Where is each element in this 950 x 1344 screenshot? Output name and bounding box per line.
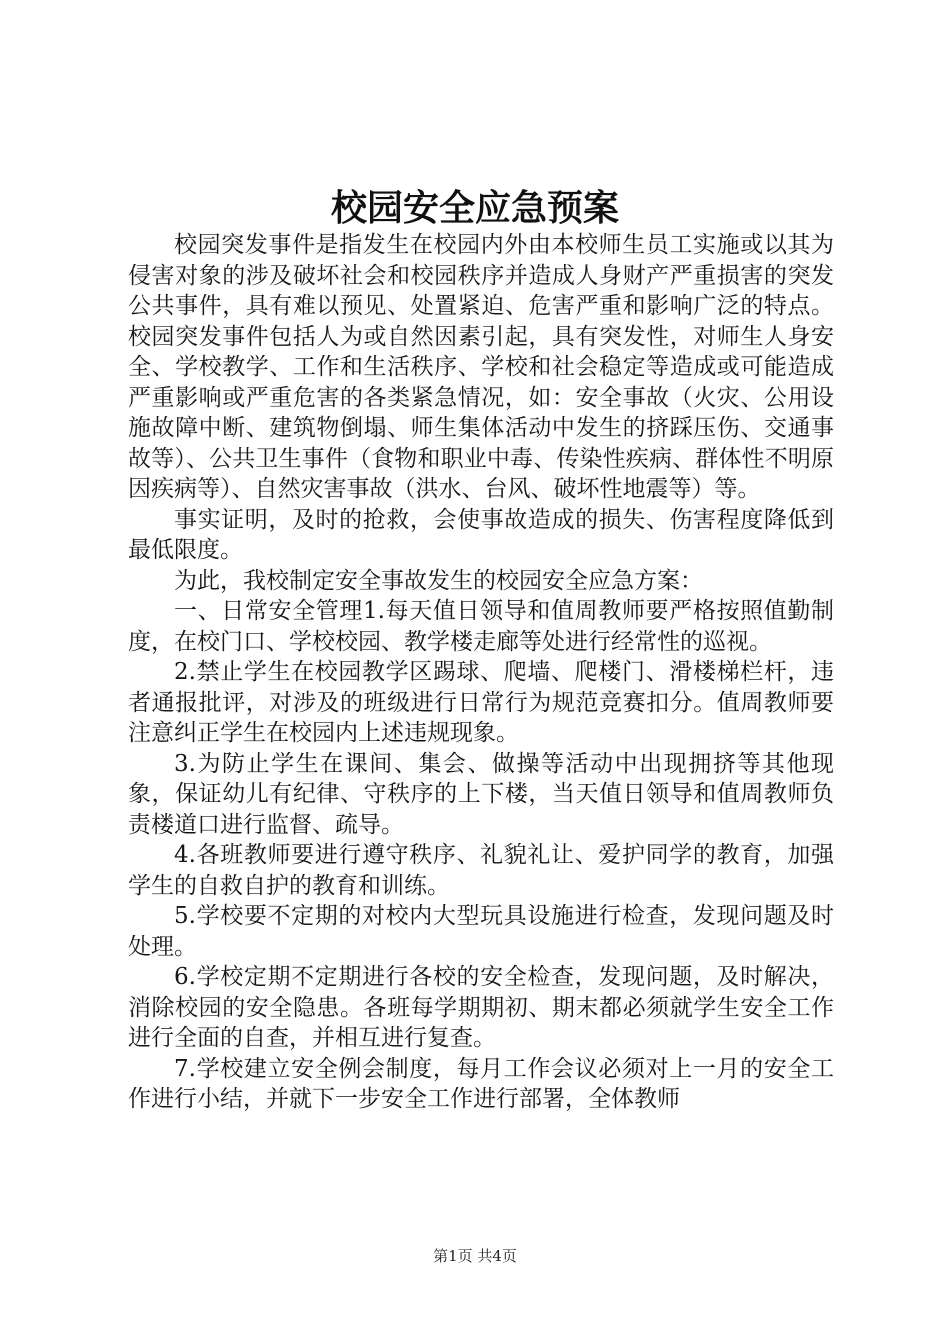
paragraph-item-7: 7.学校建立安全例会制度，每月工作会议必须对上一月的安全工作进行小结，并就下一步安全工作进行部署，全体教师	[128, 1055, 834, 1112]
paragraph-plan-intro: 为此，我校制定安全事故发生的校园安全应急方案：	[174, 567, 703, 594]
paragraph-item-1: 一、日常安全管理1.每天值日领导和值周教师要严格按照值勤制度，在校门口、学校校园、教学楼走廊等处进行经常性的巡视。	[128, 598, 834, 655]
paragraph-rescue: 事实证明，及时的抢救，会使事故造成的损失、伤害程度降低到最低限度。	[128, 506, 834, 563]
paragraph-item-4: 4.各班教师要进行遵守秩序、礼貌礼让、爱护同学的教育，加强学生的自救自护的教育和训练。	[128, 842, 834, 899]
paragraph-item-5: 5.学校要不定期的对校内大型玩具设施进行检查，发现问题及时处理。	[128, 903, 834, 960]
paragraph-item-2: 2.禁止学生在校园教学区踢球、爬墙、爬楼门、滑楼梯栏杆，违者通报批评，对涉及的班级进行日常行为规范竞赛扣分。值周教师要注意纠正学生在校园内上述违规现象。	[128, 659, 834, 746]
page-number-footer: 第1页 共4页	[433, 1247, 517, 1265]
paragraph-intro: 校园突发事件是指发生在校园内外由本校师生员工实施或以其为侵害对象的涉及破坏社会和校园秩序并造成人身财产严重损害的突发公共事件，具有难以预见、处置紧迫、危害严重和影响广泛的特点。校园突发事件包括人为或自然因素引起，具有突发性，对师生人身安全、学校教学、工作和生活秩序、学校和社会稳定等造成或可能造成严重影响或严重危害的各类紧急情况，如：安全事故（火灾、公用设施故障中断、建筑物倒塌、师生集体活动中发生的挤踩压伤、交通事故等）、公共卫生事件（食物和职业中毒、传染性疾病、群体性不明原因疾病等）、自然灾害事故（洪水、台风、破坏性地震等）等。	[128, 232, 834, 502]
document-body	[128, 230, 834, 1115]
paragraph-item-6: 6.学校定期不定期进行各校的安全检查，发现问题，及时解决，消除校园的安全隐患。各班每学期期初、期末都必须就学生安全工作进行全面的自查，并相互进行复查。	[128, 964, 834, 1051]
paragraph-item-3: 3.为防止学生在课间、集会、做操等活动中出现拥挤等其他现象，保证幼儿有纪律、守秩序的上下楼，当天值日领导和值周教师负责楼道口进行监督、疏导。	[128, 750, 834, 838]
document-title: 校园安全应急预案	[330, 187, 619, 229]
